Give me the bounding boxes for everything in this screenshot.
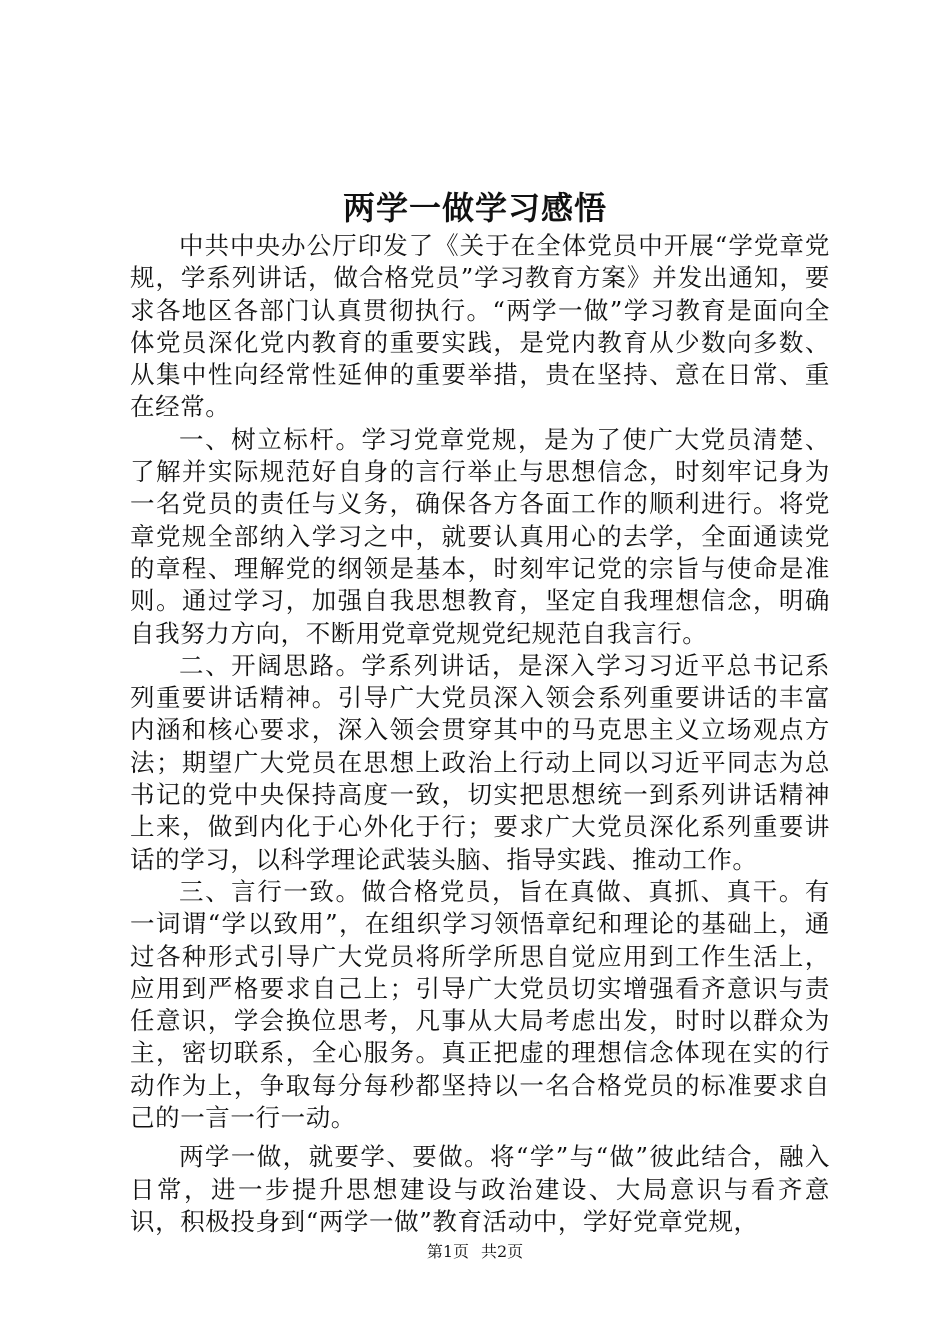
- paragraph-intro: 中共中央办公厅印发了《关于在全体党员中开展“学党章党规，学系列讲话，做合格党员”学习教育方案》并发出通知，要求各地区各部门认真贯彻执行。“两学一做”学习教育是面向全体党员深化党内教育的重要实践，是党内教育从少数向多数、从集中性向经常性延伸的重要举措，贵在坚持、意在日常、重在经常。: [130, 231, 830, 422]
- page-number: 第1页: [426, 1242, 469, 1261]
- paragraph-section-3: 三、言行一致。做合格党员，旨在真做、真抓、真干。有一词谓“学以致用”，在组织学习领悟章纪和理论的基础上，通过各种形式引导广大党员将所学所思自觉应用到工作生活上，应用到严格要求自己上；引导广大党员切实增强看齐意识与责任意识，学会换位思考，凡事从大局考虑出发，时时以群众为主，密切联系，全心服务。真正把虚的理想信念体现在实的行动作为上，争取每分每秒都坚持以一名合格党员的标准要求自己的一言一行一动。: [130, 876, 830, 1133]
- paragraph-conclusion: 两学一做，就要学、要做。将“学”与“做”彼此结合，融入日常，进一步提升思想建设与政治建设、大局意识与看齐意识，积极投身到“两学一做”教育活动中，学好党章党规，: [130, 1142, 830, 1236]
- document-title: 两学一做学习感悟: [342, 189, 607, 227]
- paragraph-section-2: 二、开阔思路。学系列讲话，是深入学习习近平总书记系列重要讲话精神。引导广大党员深入领会系列重要讲话的丰富内涵和核心要求，深入领会贯穿其中的马克思主义立场观点方法；期望广大党员在思想上政治上行动上同以习近平同志为总书记的党中央保持高度一致，切实把思想统一到系列讲话精神上来，做到内化于心外化于行；要求广大党员深化系列重要讲话的学习，以科学理论武装头脑、指导实践、推动工作。: [130, 650, 830, 874]
- document-body: [130, 230, 830, 1238]
- page-footer: [0, 1240, 950, 1264]
- paragraph-section-1: 一、树立标杆。学习党章党规，是为了使广大党员清楚、了解并实际规范好自身的言行举止与思想信念，时刻牢记身为一名党员的责任与义务，确保各方各面工作的顺利进行。将党章党规全部纳入学习之中，就要认真用心的去学，全面通读党的章程、理解党的纲领是基本，时刻牢记党的宗旨与使命是准则。通过学习，加强自我思想教育，坚定自我理想信念，明确自我努力方向，不断用党章党规党纪规范自我言行。: [130, 424, 830, 648]
- page-total: 共2页: [481, 1242, 524, 1261]
